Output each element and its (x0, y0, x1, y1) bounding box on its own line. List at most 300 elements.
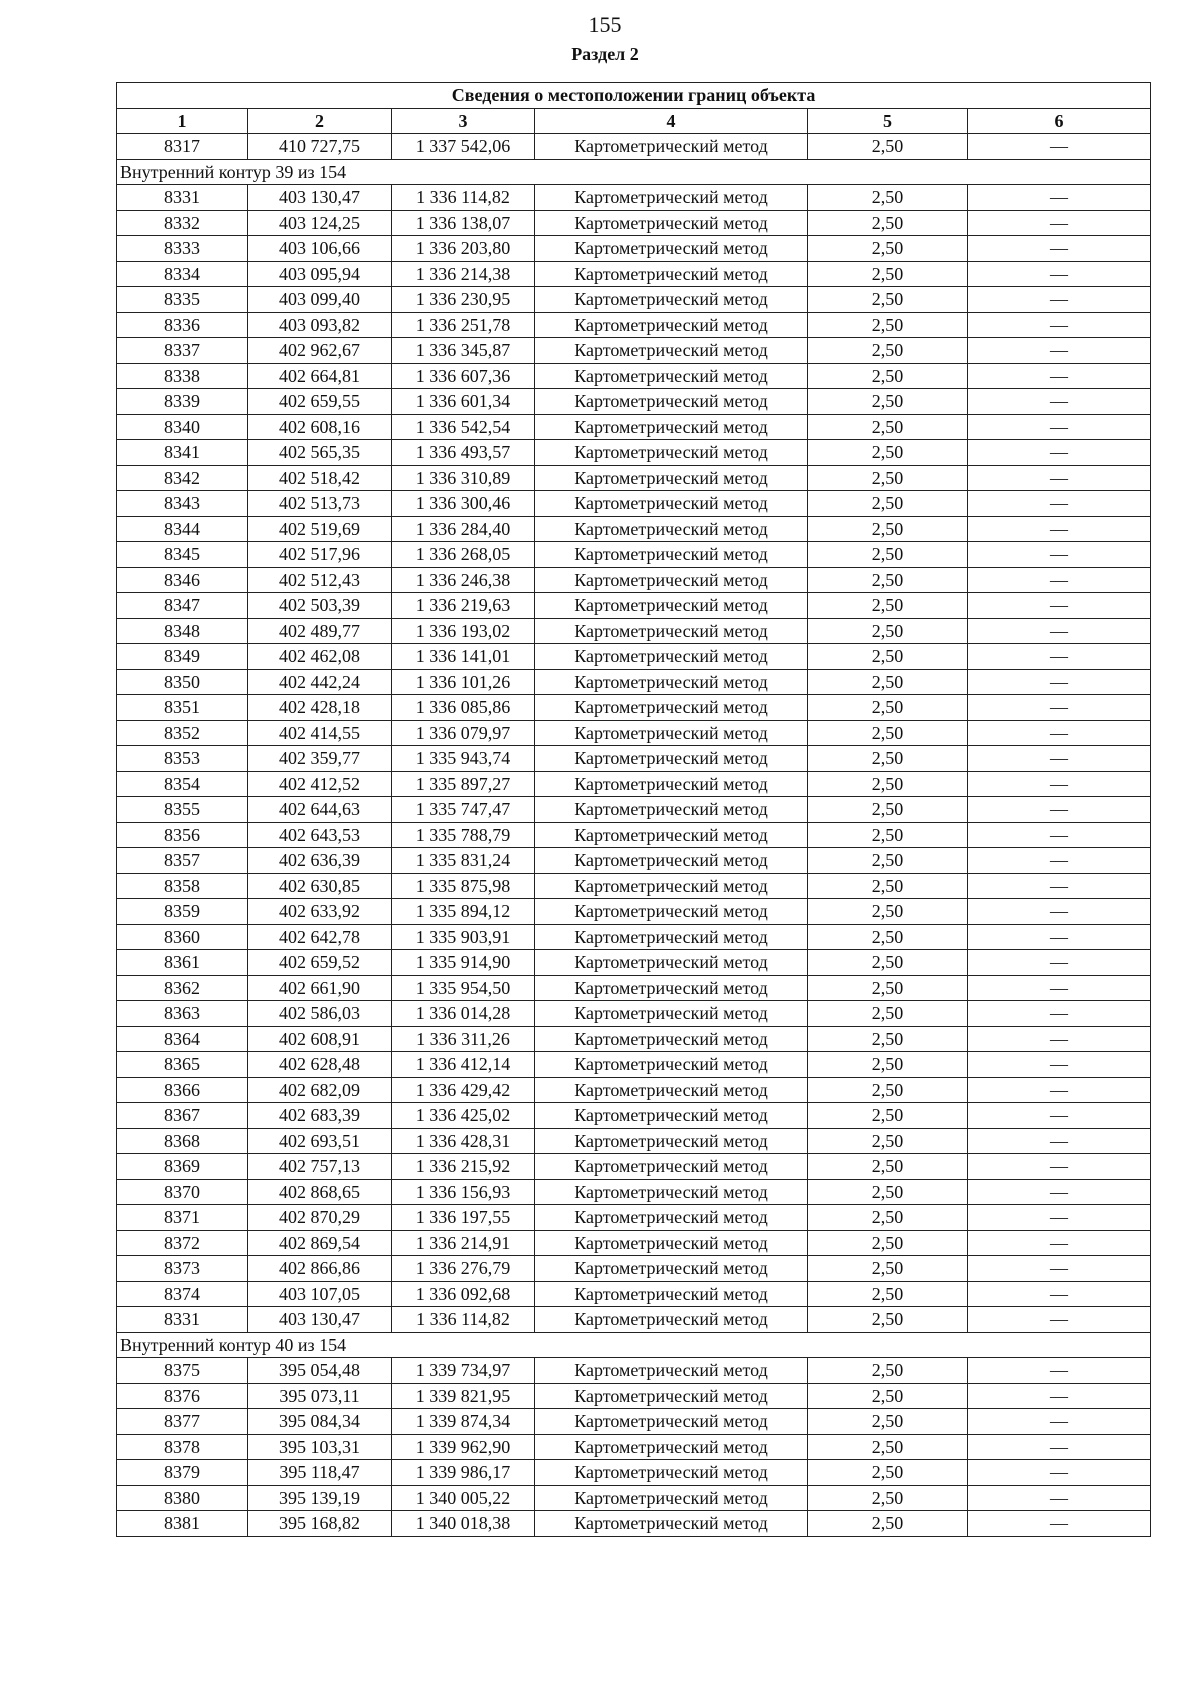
method-cell: Картометрический метод (535, 287, 808, 313)
description-cell: — (968, 899, 1151, 925)
table-row (117, 210, 1151, 236)
method-cell: Картометрический метод (535, 338, 808, 364)
coord-y-cell: 1 335 788,79 (392, 822, 535, 848)
table-row (117, 287, 1151, 313)
description-cell: — (968, 1179, 1151, 1205)
accuracy-cell: 2,50 (808, 210, 968, 236)
coord-x-cell: 402 412,52 (248, 771, 392, 797)
table-row (117, 1281, 1151, 1307)
coord-x-cell: 403 130,47 (248, 1307, 392, 1333)
table-row (117, 899, 1151, 925)
table-row (117, 924, 1151, 950)
point-number-cell: 8343 (117, 491, 248, 517)
description-cell: — (968, 618, 1151, 644)
accuracy-cell: 2,50 (808, 1511, 968, 1537)
coord-x-cell: 395 054,48 (248, 1358, 392, 1384)
table-row (117, 465, 1151, 491)
accuracy-cell: 2,50 (808, 669, 968, 695)
coord-y-cell: 1 336 310,89 (392, 465, 535, 491)
column-header: 3 (392, 108, 535, 134)
coord-y-cell: 1 336 193,02 (392, 618, 535, 644)
table-row (117, 644, 1151, 670)
coord-y-cell: 1 339 962,90 (392, 1434, 535, 1460)
coord-y-cell: 1 336 014,28 (392, 1001, 535, 1027)
accuracy-cell: 2,50 (808, 771, 968, 797)
coord-y-cell: 1 335 831,24 (392, 848, 535, 874)
coord-x-cell: 402 643,53 (248, 822, 392, 848)
coord-x-cell: 402 512,43 (248, 567, 392, 593)
description-cell: — (968, 338, 1151, 364)
description-cell: — (968, 465, 1151, 491)
table-row (117, 873, 1151, 899)
coord-y-cell: 1 336 493,57 (392, 440, 535, 466)
coord-y-cell: 1 336 156,93 (392, 1179, 535, 1205)
point-number-cell: 8364 (117, 1026, 248, 1052)
point-number-cell: 8346 (117, 567, 248, 593)
point-number-cell: 8381 (117, 1511, 248, 1537)
accuracy-cell: 2,50 (808, 644, 968, 670)
table-row (117, 1230, 1151, 1256)
coord-x-cell: 402 636,39 (248, 848, 392, 874)
coord-y-cell: 1 336 214,91 (392, 1230, 535, 1256)
coord-x-cell: 395 103,31 (248, 1434, 392, 1460)
accuracy-cell: 2,50 (808, 312, 968, 338)
point-number-cell: 8356 (117, 822, 248, 848)
description-cell: — (968, 185, 1151, 211)
coord-x-cell: 402 659,52 (248, 950, 392, 976)
table-row (117, 771, 1151, 797)
point-number-cell: 8338 (117, 363, 248, 389)
point-number-cell: 8357 (117, 848, 248, 874)
method-cell: Картометрический метод (535, 593, 808, 619)
column-header: 2 (248, 108, 392, 134)
coord-x-cell: 402 565,35 (248, 440, 392, 466)
method-cell: Картометрический метод (535, 134, 808, 160)
description-cell: — (968, 950, 1151, 976)
coord-y-cell: 1 335 747,47 (392, 797, 535, 823)
accuracy-cell: 2,50 (808, 1103, 968, 1129)
point-number-cell: 8366 (117, 1077, 248, 1103)
coord-x-cell: 402 868,65 (248, 1179, 392, 1205)
table-row (117, 1383, 1151, 1409)
description-cell: — (968, 1154, 1151, 1180)
coord-y-cell: 1 336 219,63 (392, 593, 535, 619)
table-row (117, 1205, 1151, 1231)
point-number-cell: 8367 (117, 1103, 248, 1129)
method-cell: Картометрический метод (535, 1460, 808, 1486)
description-cell: — (968, 1281, 1151, 1307)
accuracy-cell: 2,50 (808, 1077, 968, 1103)
coord-y-cell: 1 335 954,50 (392, 975, 535, 1001)
method-cell: Картометрический метод (535, 414, 808, 440)
coord-x-cell: 402 633,92 (248, 899, 392, 925)
coord-y-cell: 1 336 429,42 (392, 1077, 535, 1103)
method-cell: Картометрический метод (535, 822, 808, 848)
accuracy-cell: 2,50 (808, 1460, 968, 1486)
description-cell: — (968, 771, 1151, 797)
coord-x-cell: 402 517,96 (248, 542, 392, 568)
coord-y-cell: 1 339 986,17 (392, 1460, 535, 1486)
table-row (117, 185, 1151, 211)
contour-header-row (117, 1332, 1151, 1358)
coord-y-cell: 1 336 542,54 (392, 414, 535, 440)
description-cell: — (968, 669, 1151, 695)
table-row (117, 389, 1151, 415)
accuracy-cell: 2,50 (808, 1001, 968, 1027)
coord-y-cell: 1 336 345,87 (392, 338, 535, 364)
coord-x-cell: 402 683,39 (248, 1103, 392, 1129)
point-number-cell: 8344 (117, 516, 248, 542)
method-cell: Картометрический метод (535, 567, 808, 593)
description-cell: — (968, 1511, 1151, 1537)
table-row (117, 1026, 1151, 1052)
coord-y-cell: 1 336 230,95 (392, 287, 535, 313)
coord-x-cell: 402 414,55 (248, 720, 392, 746)
coord-x-cell: 402 866,86 (248, 1256, 392, 1282)
accuracy-cell: 2,50 (808, 287, 968, 313)
accuracy-cell: 2,50 (808, 185, 968, 211)
coord-x-cell: 402 513,73 (248, 491, 392, 517)
method-cell: Картометрический метод (535, 1154, 808, 1180)
coord-x-cell: 402 962,67 (248, 338, 392, 364)
method-cell: Картометрический метод (535, 669, 808, 695)
accuracy-cell: 2,50 (808, 542, 968, 568)
description-cell: — (968, 134, 1151, 160)
table-row (117, 797, 1151, 823)
description-cell: — (968, 1460, 1151, 1486)
coord-y-cell: 1 336 311,26 (392, 1026, 535, 1052)
method-cell: Картометрический метод (535, 1128, 808, 1154)
accuracy-cell: 2,50 (808, 567, 968, 593)
accuracy-cell: 2,50 (808, 873, 968, 899)
coord-x-cell: 402 664,81 (248, 363, 392, 389)
point-number-cell: 8379 (117, 1460, 248, 1486)
point-number-cell: 8342 (117, 465, 248, 491)
table-row (117, 822, 1151, 848)
method-cell: Картометрический метод (535, 1383, 808, 1409)
method-cell: Картометрический метод (535, 950, 808, 976)
description-cell: — (968, 210, 1151, 236)
point-number-cell: 8378 (117, 1434, 248, 1460)
description-cell: — (968, 414, 1151, 440)
method-cell: Картометрический метод (535, 797, 808, 823)
accuracy-cell: 2,50 (808, 1358, 968, 1384)
coord-x-cell: 402 462,08 (248, 644, 392, 670)
table-row (117, 1052, 1151, 1078)
accuracy-cell: 2,50 (808, 746, 968, 772)
coord-x-cell: 395 084,34 (248, 1409, 392, 1435)
accuracy-cell: 2,50 (808, 1307, 968, 1333)
accuracy-cell: 2,50 (808, 338, 968, 364)
coord-y-cell: 1 337 542,06 (392, 134, 535, 160)
point-number-cell: 8352 (117, 720, 248, 746)
accuracy-cell: 2,50 (808, 797, 968, 823)
description-cell: — (968, 1307, 1151, 1333)
description-cell: — (968, 1103, 1151, 1129)
table-row (117, 1256, 1151, 1282)
description-cell: — (968, 491, 1151, 517)
method-cell: Картометрический метод (535, 236, 808, 262)
description-cell: — (968, 924, 1151, 950)
method-cell: Картометрический метод (535, 491, 808, 517)
accuracy-cell: 2,50 (808, 236, 968, 262)
coord-y-cell: 1 336 114,82 (392, 1307, 535, 1333)
method-cell: Картометрический метод (535, 312, 808, 338)
table-row (117, 1001, 1151, 1027)
coord-x-cell: 402 586,03 (248, 1001, 392, 1027)
point-number-cell: 8335 (117, 287, 248, 313)
coord-x-cell: 402 642,78 (248, 924, 392, 950)
method-cell: Картометрический метод (535, 185, 808, 211)
point-number-cell: 8375 (117, 1358, 248, 1384)
accuracy-cell: 2,50 (808, 618, 968, 644)
accuracy-cell: 2,50 (808, 950, 968, 976)
description-cell: — (968, 797, 1151, 823)
point-number-cell: 8371 (117, 1205, 248, 1231)
coord-x-cell: 410 727,75 (248, 134, 392, 160)
table-row (117, 1179, 1151, 1205)
table-row (117, 975, 1151, 1001)
coord-y-cell: 1 336 101,26 (392, 669, 535, 695)
accuracy-cell: 2,50 (808, 414, 968, 440)
method-cell: Картометрический метод (535, 1434, 808, 1460)
description-cell: — (968, 236, 1151, 262)
coord-y-cell: 1 336 425,02 (392, 1103, 535, 1129)
accuracy-cell: 2,50 (808, 1026, 968, 1052)
method-cell: Картометрический метод (535, 1103, 808, 1129)
table-row (117, 1307, 1151, 1333)
column-header: 5 (808, 108, 968, 134)
point-number-cell: 8362 (117, 975, 248, 1001)
method-cell: Картометрический метод (535, 771, 808, 797)
coord-y-cell: 1 336 268,05 (392, 542, 535, 568)
coord-x-cell: 402 518,42 (248, 465, 392, 491)
coord-y-cell: 1 336 215,92 (392, 1154, 535, 1180)
coord-y-cell: 1 335 943,74 (392, 746, 535, 772)
coord-x-cell: 395 118,47 (248, 1460, 392, 1486)
table-caption-row (117, 83, 1151, 109)
coord-x-cell: 402 519,69 (248, 516, 392, 542)
coord-x-cell: 403 099,40 (248, 287, 392, 313)
point-number-cell: 8370 (117, 1179, 248, 1205)
point-number-cell: 8331 (117, 1307, 248, 1333)
method-cell: Картометрический метод (535, 924, 808, 950)
column-header-row (117, 108, 1151, 134)
point-number-cell: 8351 (117, 695, 248, 721)
accuracy-cell: 2,50 (808, 720, 968, 746)
point-number-cell: 8350 (117, 669, 248, 695)
point-number-cell: 8334 (117, 261, 248, 287)
coord-y-cell: 1 336 276,79 (392, 1256, 535, 1282)
table-row (117, 1358, 1151, 1384)
coord-x-cell: 402 503,39 (248, 593, 392, 619)
coord-x-cell: 395 168,82 (248, 1511, 392, 1537)
coord-y-cell: 1 335 914,90 (392, 950, 535, 976)
accuracy-cell: 2,50 (808, 975, 968, 1001)
table-row (117, 1154, 1151, 1180)
accuracy-cell: 2,50 (808, 1128, 968, 1154)
description-cell: — (968, 389, 1151, 415)
point-number-cell: 8374 (117, 1281, 248, 1307)
point-number-cell: 8341 (117, 440, 248, 466)
point-number-cell: 8337 (117, 338, 248, 364)
contour-label: Внутренний контур 40 из 154 (117, 1332, 1151, 1358)
point-number-cell: 8333 (117, 236, 248, 262)
description-cell: — (968, 1434, 1151, 1460)
method-cell: Картометрический метод (535, 644, 808, 670)
description-cell: — (968, 261, 1151, 287)
point-number-cell: 8359 (117, 899, 248, 925)
coord-y-cell: 1 336 607,36 (392, 363, 535, 389)
coord-y-cell: 1 336 203,80 (392, 236, 535, 262)
accuracy-cell: 2,50 (808, 465, 968, 491)
method-cell: Картометрический метод (535, 1077, 808, 1103)
accuracy-cell: 2,50 (808, 848, 968, 874)
contour-label: Внутренний контур 39 из 154 (117, 159, 1151, 185)
coord-y-cell: 1 336 300,46 (392, 491, 535, 517)
point-number-cell: 8349 (117, 644, 248, 670)
method-cell: Картометрический метод (535, 1052, 808, 1078)
accuracy-cell: 2,50 (808, 924, 968, 950)
coord-x-cell: 402 682,09 (248, 1077, 392, 1103)
coord-y-cell: 1 335 897,27 (392, 771, 535, 797)
method-cell: Картометрический метод (535, 1281, 808, 1307)
coord-y-cell: 1 336 138,07 (392, 210, 535, 236)
method-cell: Картометрический метод (535, 1179, 808, 1205)
table-row (117, 491, 1151, 517)
coord-y-cell: 1 336 412,14 (392, 1052, 535, 1078)
accuracy-cell: 2,50 (808, 1256, 968, 1282)
coord-x-cell: 402 644,63 (248, 797, 392, 823)
table-row (117, 261, 1151, 287)
accuracy-cell: 2,50 (808, 899, 968, 925)
method-cell: Картометрический метод (535, 1001, 808, 1027)
table-row (117, 720, 1151, 746)
coord-x-cell: 402 428,18 (248, 695, 392, 721)
description-cell: — (968, 1052, 1151, 1078)
coord-x-cell: 402 359,77 (248, 746, 392, 772)
coord-y-cell: 1 335 894,12 (392, 899, 535, 925)
method-cell: Картометрический метод (535, 720, 808, 746)
description-cell: — (968, 1230, 1151, 1256)
method-cell: Картометрический метод (535, 695, 808, 721)
method-cell: Картометрический метод (535, 465, 808, 491)
point-number-cell: 8376 (117, 1383, 248, 1409)
description-cell: — (968, 848, 1151, 874)
method-cell: Картометрический метод (535, 1485, 808, 1511)
description-cell: — (968, 695, 1151, 721)
column-header: 4 (535, 108, 808, 134)
method-cell: Картометрический метод (535, 1307, 808, 1333)
table-row (117, 414, 1151, 440)
coord-x-cell: 403 124,25 (248, 210, 392, 236)
point-number-cell: 8358 (117, 873, 248, 899)
point-number-cell: 8363 (117, 1001, 248, 1027)
method-cell: Картометрический метод (535, 1230, 808, 1256)
point-number-cell: 8355 (117, 797, 248, 823)
method-cell: Картометрический метод (535, 516, 808, 542)
coord-y-cell: 1 336 114,82 (392, 185, 535, 211)
table-row (117, 338, 1151, 364)
method-cell: Картометрический метод (535, 618, 808, 644)
method-cell: Картометрический метод (535, 1358, 808, 1384)
table-row (117, 542, 1151, 568)
accuracy-cell: 2,50 (808, 491, 968, 517)
description-cell: — (968, 1128, 1151, 1154)
coord-x-cell: 403 130,47 (248, 185, 392, 211)
accuracy-cell: 2,50 (808, 261, 968, 287)
description-cell: — (968, 363, 1151, 389)
description-cell: — (968, 1256, 1151, 1282)
table-body (117, 134, 1151, 1537)
description-cell: — (968, 1001, 1151, 1027)
accuracy-cell: 2,50 (808, 1179, 968, 1205)
accuracy-cell: 2,50 (808, 695, 968, 721)
table-row (117, 363, 1151, 389)
point-number-cell: 8369 (117, 1154, 248, 1180)
point-number-cell: 8340 (117, 414, 248, 440)
table-row (117, 618, 1151, 644)
accuracy-cell: 2,50 (808, 363, 968, 389)
description-cell: — (968, 1026, 1151, 1052)
method-cell: Картометрический метод (535, 1026, 808, 1052)
coord-x-cell: 402 661,90 (248, 975, 392, 1001)
point-number-cell: 8354 (117, 771, 248, 797)
description-cell: — (968, 746, 1151, 772)
point-number-cell: 8360 (117, 924, 248, 950)
accuracy-cell: 2,50 (808, 1205, 968, 1231)
table-caption: Сведения о местоположении границ объекта (117, 83, 1151, 109)
table-row (117, 1511, 1151, 1537)
description-cell: — (968, 440, 1151, 466)
accuracy-cell: 2,50 (808, 593, 968, 619)
coord-x-cell: 402 693,51 (248, 1128, 392, 1154)
description-cell: — (968, 516, 1151, 542)
coord-x-cell: 402 608,16 (248, 414, 392, 440)
table-row (117, 1128, 1151, 1154)
table-row (117, 1077, 1151, 1103)
table-row (117, 567, 1151, 593)
method-cell: Картометрический метод (535, 363, 808, 389)
method-cell: Картометрический метод (535, 899, 808, 925)
coord-y-cell: 1 336 085,86 (392, 695, 535, 721)
table-row (117, 950, 1151, 976)
table-row (117, 1485, 1151, 1511)
method-cell: Картометрический метод (535, 210, 808, 236)
method-cell: Картометрический метод (535, 746, 808, 772)
description-cell: — (968, 567, 1151, 593)
coord-y-cell: 1 336 197,55 (392, 1205, 535, 1231)
table-row (117, 1434, 1151, 1460)
point-number-cell: 8365 (117, 1052, 248, 1078)
coord-x-cell: 403 095,94 (248, 261, 392, 287)
accuracy-cell: 2,50 (808, 516, 968, 542)
boundary-coordinates-table (116, 82, 1151, 1537)
point-number-cell: 8345 (117, 542, 248, 568)
coord-y-cell: 1 339 734,97 (392, 1358, 535, 1384)
section-title: Раздел 2 (571, 44, 639, 64)
accuracy-cell: 2,50 (808, 1154, 968, 1180)
coord-x-cell: 402 869,54 (248, 1230, 392, 1256)
point-number-cell: 8368 (117, 1128, 248, 1154)
coord-y-cell: 1 336 284,40 (392, 516, 535, 542)
coord-y-cell: 1 336 079,97 (392, 720, 535, 746)
description-cell: — (968, 822, 1151, 848)
accuracy-cell: 2,50 (808, 1383, 968, 1409)
coord-y-cell: 1 336 428,31 (392, 1128, 535, 1154)
point-number-cell: 8373 (117, 1256, 248, 1282)
coord-x-cell: 402 489,77 (248, 618, 392, 644)
